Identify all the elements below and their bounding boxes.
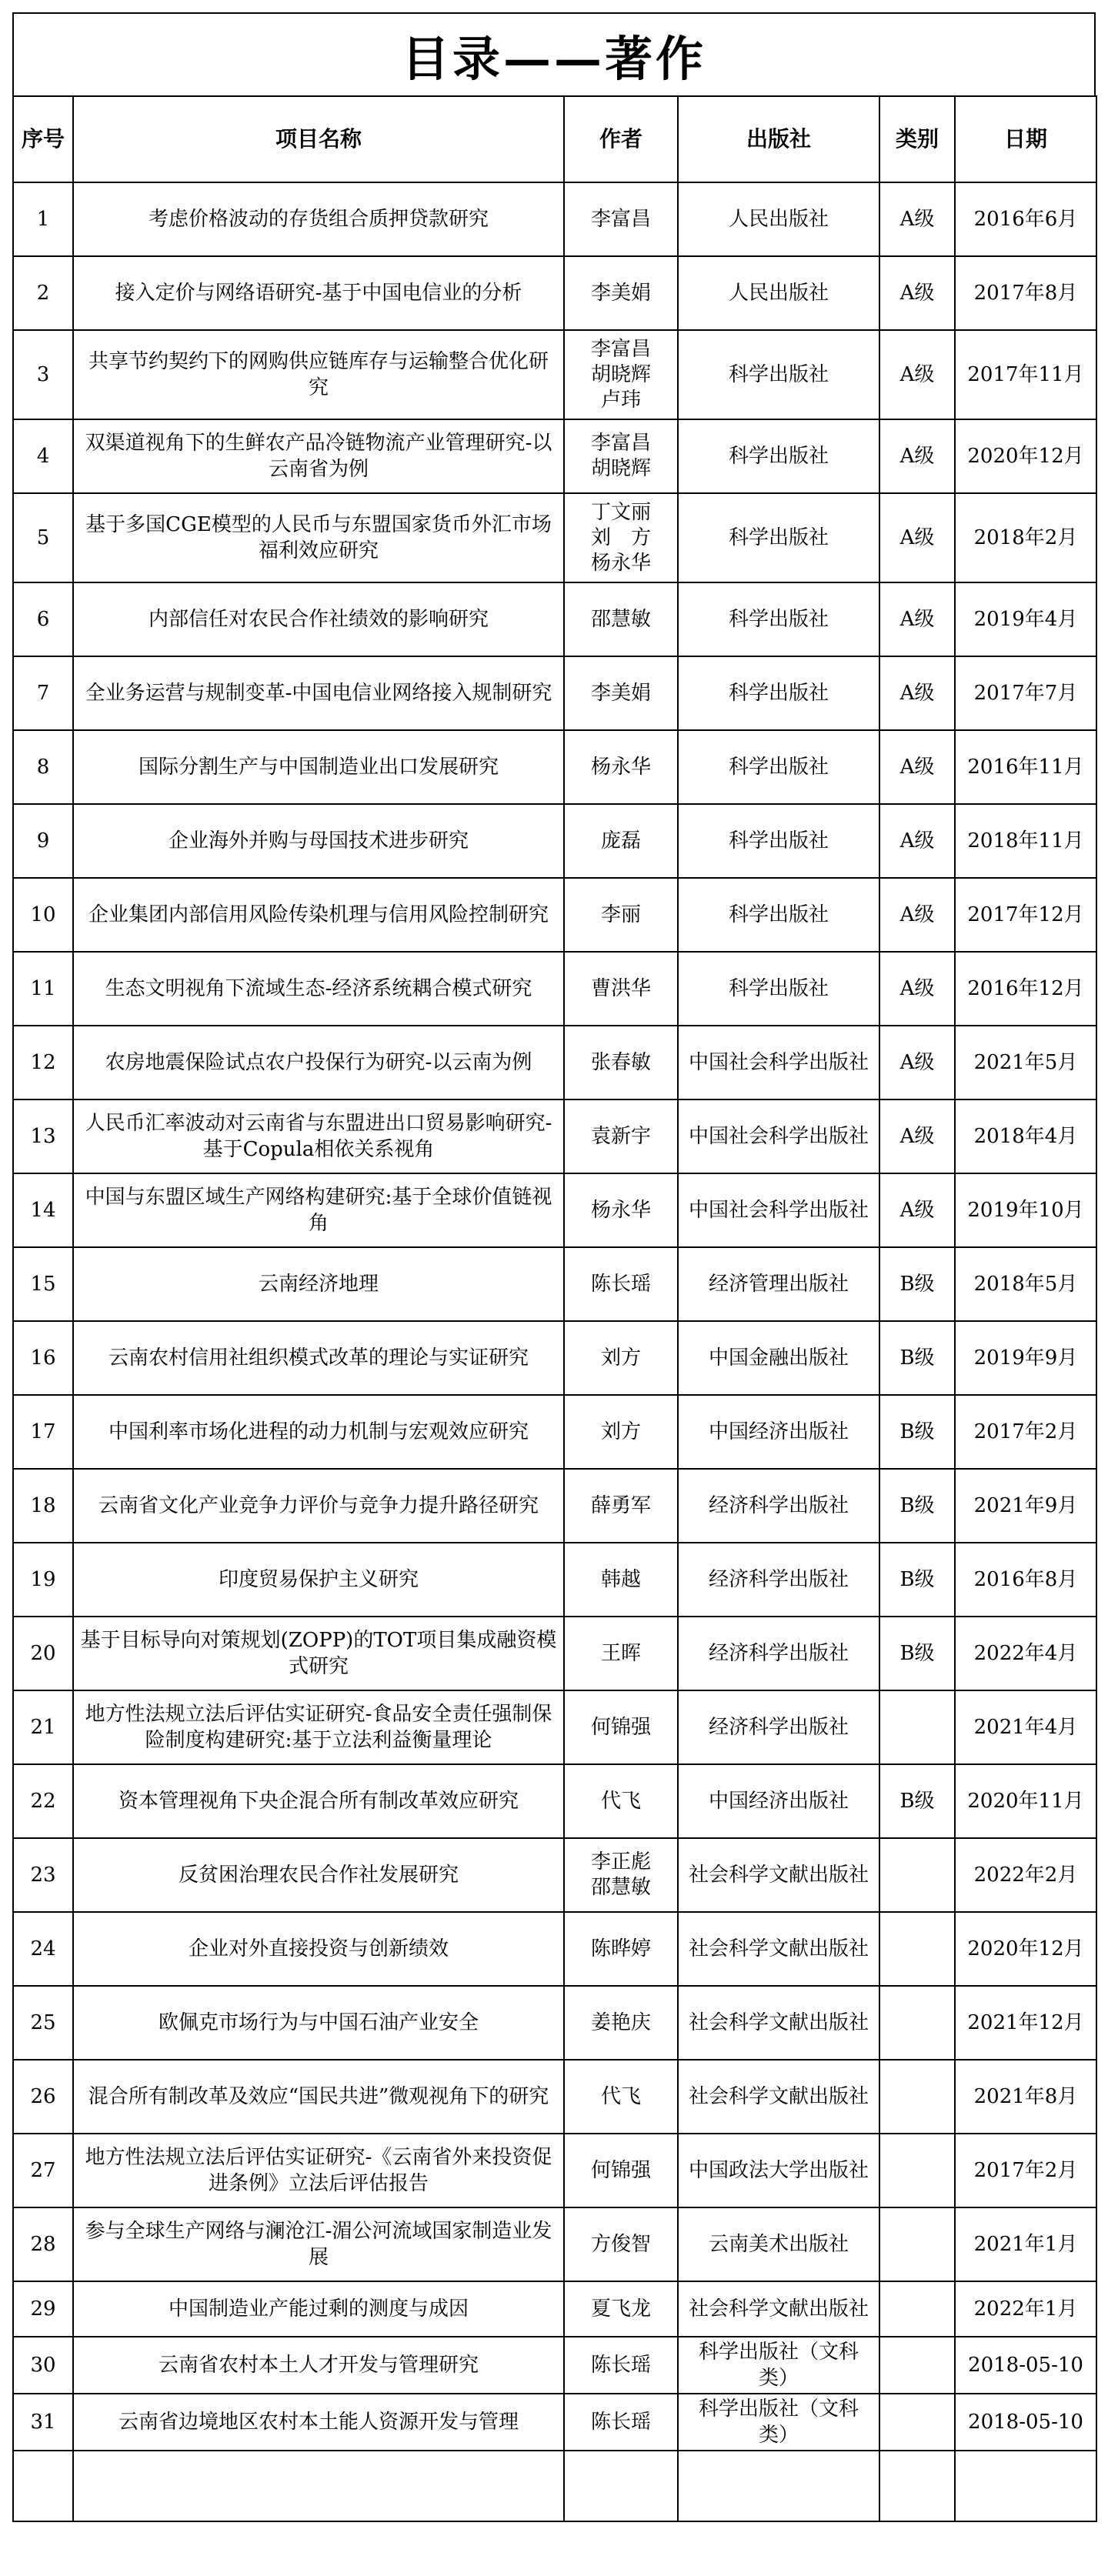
author: 邵慧敏: [564, 582, 678, 656]
author: 代飞: [564, 2060, 678, 2134]
blank-row: [13, 2451, 1096, 2521]
publisher: 科学出版社: [678, 419, 879, 493]
author: 曹洪华: [564, 952, 678, 1026]
publisher: 社会科学文献出版社: [678, 1986, 879, 2060]
publisher: 经济管理出版社: [678, 1247, 879, 1321]
row-number: 16: [13, 1321, 73, 1395]
table-row: [13, 330, 1096, 419]
grade: A级: [879, 182, 955, 256]
author: 李富昌 胡晓辉 卢玮: [564, 330, 678, 419]
grade: B级: [879, 1469, 955, 1543]
date: 2016年11月: [955, 730, 1096, 804]
row-number: 2: [13, 256, 73, 330]
grade: A级: [879, 656, 955, 730]
publisher: 科学出版社: [678, 493, 879, 582]
table-row: [13, 2337, 1096, 2394]
grade: A级: [879, 582, 955, 656]
publisher: 中国社会科学出版社: [678, 1173, 879, 1247]
table-row: [13, 1173, 1096, 1247]
grade: [879, 2060, 955, 2134]
table-row: [13, 493, 1096, 582]
row-number: 28: [13, 2207, 73, 2281]
author: 张春敏: [564, 1026, 678, 1099]
grade: A级: [879, 878, 955, 952]
table-row: [13, 2134, 1096, 2207]
publisher: 人民出版社: [678, 182, 879, 256]
date: 2017年11月: [955, 330, 1096, 419]
row-number: 18: [13, 1469, 73, 1543]
table-row: [13, 1838, 1096, 1912]
table-row: [13, 2060, 1096, 2134]
table-row: [13, 804, 1096, 878]
grade: [879, 1912, 955, 1986]
date: 2017年8月: [955, 256, 1096, 330]
author: 丁文丽 刘 方 杨永华: [564, 493, 678, 582]
date: 2017年2月: [955, 1395, 1096, 1469]
row-number: 9: [13, 804, 73, 878]
project-name: 接入定价与网络语研究-基于中国电信业的分析: [73, 256, 564, 330]
date: 2022年2月: [955, 1838, 1096, 1912]
date: 2021年5月: [955, 1026, 1096, 1099]
date: 2018年2月: [955, 493, 1096, 582]
project-name: 地方性法规立法后评估实证研究-食品安全责任强制保险制度构建研究:基于立法利益衡量理论: [73, 1690, 564, 1764]
grade: A级: [879, 952, 955, 1026]
grade: B级: [879, 1247, 955, 1321]
row-number: 17: [13, 1395, 73, 1469]
row-number: 25: [13, 1986, 73, 2060]
author: 韩越: [564, 1543, 678, 1617]
table-row: [13, 419, 1096, 493]
author: 姜艳庆: [564, 1986, 678, 2060]
blank-cell: [678, 2451, 879, 2521]
grade: B级: [879, 1321, 955, 1395]
table-row: [13, 256, 1096, 330]
project-name: 云南农村信用社组织模式改革的理论与实证研究: [73, 1321, 564, 1395]
project-name: 全业务运营与规制变革-中国电信业网络接入规制研究: [73, 656, 564, 730]
project-name: 内部信任对农民合作社绩效的影响研究: [73, 582, 564, 656]
publisher: 中国经济出版社: [678, 1395, 879, 1469]
project-name: 共享节约契约下的网购供应链库存与运输整合优化研究: [73, 330, 564, 419]
row-number: 13: [13, 1099, 73, 1173]
author: 李丽: [564, 878, 678, 952]
table-row: [13, 1395, 1096, 1469]
project-name: 资本管理视角下央企混合所有制改革效应研究: [73, 1764, 564, 1838]
author: 陈晔婷: [564, 1912, 678, 1986]
table-row: [13, 2207, 1096, 2281]
author: 杨永华: [564, 1173, 678, 1247]
publisher: 科学出版社（文科类）: [678, 2394, 879, 2451]
date: 2018年4月: [955, 1099, 1096, 1173]
row-number: 3: [13, 330, 73, 419]
project-name: 云南省文化产业竞争力评价与竞争力提升路径研究: [73, 1469, 564, 1543]
project-name: 国际分割生产与中国制造业出口发展研究: [73, 730, 564, 804]
publisher: 社会科学文献出版社: [678, 1912, 879, 1986]
author: 方俊智: [564, 2207, 678, 2281]
date: 2016年6月: [955, 182, 1096, 256]
publisher: 科学出版社（文科类）: [678, 2337, 879, 2394]
project-name: 企业集团内部信用风险传染机理与信用风险控制研究: [73, 878, 564, 952]
header-date: 日期: [955, 96, 1096, 182]
author: 夏飞龙: [564, 2281, 678, 2337]
grade: [879, 2134, 955, 2207]
date: 2021年9月: [955, 1469, 1096, 1543]
author: 庞磊: [564, 804, 678, 878]
date: 2018-05-10: [955, 2337, 1096, 2394]
author: 陈长瑶: [564, 1247, 678, 1321]
project-name: 云南省边境地区农村本土能人资源开发与管理: [73, 2394, 564, 2451]
row-number: 21: [13, 1690, 73, 1764]
date: 2020年12月: [955, 1912, 1096, 1986]
date: 2020年12月: [955, 419, 1096, 493]
project-name: 企业对外直接投资与创新绩效: [73, 1912, 564, 1986]
header-name: 项目名称: [73, 96, 564, 182]
publisher: 中国社会科学出版社: [678, 1099, 879, 1173]
row-number: 20: [13, 1617, 73, 1690]
author: 李正彪 邵慧敏: [564, 1838, 678, 1912]
publisher: 中国金融出版社: [678, 1321, 879, 1395]
row-number: 22: [13, 1764, 73, 1838]
grade: [879, 2337, 955, 2394]
project-name: 中国利率市场化进程的动力机制与宏观效应研究: [73, 1395, 564, 1469]
grade: A级: [879, 493, 955, 582]
grade: [879, 2281, 955, 2337]
project-name: 企业海外并购与母国技术进步研究: [73, 804, 564, 878]
author: 李富昌 胡晓辉: [564, 419, 678, 493]
publisher: 经济科学出版社: [678, 1690, 879, 1764]
grade: B级: [879, 1543, 955, 1617]
project-name: 双渠道视角下的生鲜农产品冷链物流产业管理研究-以云南省为例: [73, 419, 564, 493]
grade: A级: [879, 1173, 955, 1247]
project-name: 人民币汇率波动对云南省与东盟进出口贸易影响研究-基于Copula相依关系视角: [73, 1099, 564, 1173]
author: 杨永华: [564, 730, 678, 804]
table-row: [13, 1617, 1096, 1690]
author: 刘方: [564, 1321, 678, 1395]
date: 2022年1月: [955, 2281, 1096, 2337]
publisher: 云南美术出版社: [678, 2207, 879, 2281]
grade: [879, 1690, 955, 1764]
date: 2021年1月: [955, 2207, 1096, 2281]
row-number: 8: [13, 730, 73, 804]
table-row: [13, 1543, 1096, 1617]
table-row: [13, 1912, 1096, 1986]
project-name: 考虑价格波动的存货组合质押贷款研究: [73, 182, 564, 256]
table-row: [13, 1469, 1096, 1543]
author: 何锦强: [564, 2134, 678, 2207]
page-title: 目录——著作: [12, 12, 1096, 95]
blank-cell: [879, 2451, 955, 2521]
author: 陈长瑶: [564, 2394, 678, 2451]
author: 王晖: [564, 1617, 678, 1690]
publisher: 科学出版社: [678, 330, 879, 419]
row-number: 14: [13, 1173, 73, 1247]
publisher: 科学出版社: [678, 804, 879, 878]
date: 2019年9月: [955, 1321, 1096, 1395]
blank-cell: [564, 2451, 678, 2521]
publisher: 中国社会科学出版社: [678, 1026, 879, 1099]
publisher: 经济科学出版社: [678, 1469, 879, 1543]
row-number: 5: [13, 493, 73, 582]
grade: A级: [879, 1026, 955, 1099]
header-author: 作者: [564, 96, 678, 182]
table-row: [13, 1764, 1096, 1838]
author: 陈长瑶: [564, 2337, 678, 2394]
table-row: [13, 656, 1096, 730]
publisher: 经济科学出版社: [678, 1543, 879, 1617]
date: 2018年5月: [955, 1247, 1096, 1321]
date: 2021年12月: [955, 1986, 1096, 2060]
author: 袁新宇: [564, 1099, 678, 1173]
row-number: 19: [13, 1543, 73, 1617]
row-number: 15: [13, 1247, 73, 1321]
blank-cell: [13, 2451, 73, 2521]
publisher: 社会科学文献出版社: [678, 1838, 879, 1912]
date: 2021年8月: [955, 2060, 1096, 2134]
date: 2019年4月: [955, 582, 1096, 656]
grade: [879, 1838, 955, 1912]
publisher: 科学出版社: [678, 656, 879, 730]
project-name: 中国制造业产能过剩的测度与成因: [73, 2281, 564, 2337]
grade: [879, 1986, 955, 2060]
author: 李富昌: [564, 182, 678, 256]
table-row: [13, 582, 1096, 656]
catalog-sheet: [12, 12, 1096, 2564]
grade: B级: [879, 1617, 955, 1690]
project-name: 云南经济地理: [73, 1247, 564, 1321]
table-row: [13, 1026, 1096, 1099]
header-publisher: 出版社: [678, 96, 879, 182]
author: 李美娟: [564, 656, 678, 730]
date: 2021年4月: [955, 1690, 1096, 1764]
blank-cell: [73, 2451, 564, 2521]
row-number: 11: [13, 952, 73, 1026]
grade: [879, 2207, 955, 2281]
table-row: [13, 1247, 1096, 1321]
date: 2018-05-10: [955, 2394, 1096, 2451]
publisher: 中国经济出版社: [678, 1764, 879, 1838]
date: 2022年4月: [955, 1617, 1096, 1690]
publisher: 经济科学出版社: [678, 1617, 879, 1690]
publisher: 社会科学文献出版社: [678, 2060, 879, 2134]
publisher: 科学出版社: [678, 730, 879, 804]
row-number: 10: [13, 878, 73, 952]
grade: A级: [879, 419, 955, 493]
row-number: 30: [13, 2337, 73, 2394]
date: 2016年12月: [955, 952, 1096, 1026]
project-name: 云南省农村本土人才开发与管理研究: [73, 2337, 564, 2394]
row-number: 29: [13, 2281, 73, 2337]
grade: B级: [879, 1395, 955, 1469]
table-row: [13, 182, 1096, 256]
grade: A级: [879, 330, 955, 419]
author: 薛勇军: [564, 1469, 678, 1543]
author: 代飞: [564, 1764, 678, 1838]
project-name: 生态文明视角下流域生态-经济系统耦合模式研究: [73, 952, 564, 1026]
project-name: 中国与东盟区域生产网络构建研究:基于全球价值链视角: [73, 1173, 564, 1247]
header-no: 序号: [13, 96, 73, 182]
table-row: [13, 952, 1096, 1026]
publisher: 人民出版社: [678, 256, 879, 330]
blank-cell: [955, 2451, 1096, 2521]
header-grade: 类别: [879, 96, 955, 182]
grade: A级: [879, 256, 955, 330]
grade: B级: [879, 1764, 955, 1838]
row-number: 24: [13, 1912, 73, 1986]
project-name: 地方性法规立法后评估实证研究-《云南省外来投资促进条例》立法后评估报告: [73, 2134, 564, 2207]
project-name: 印度贸易保护主义研究: [73, 1543, 564, 1617]
publisher: 社会科学文献出版社: [678, 2281, 879, 2337]
date: 2019年10月: [955, 1173, 1096, 1247]
table-row: [13, 2394, 1096, 2451]
row-number: 12: [13, 1026, 73, 1099]
row-number: 27: [13, 2134, 73, 2207]
date: 2018年11月: [955, 804, 1096, 878]
table-row: [13, 1099, 1096, 1173]
grade: [879, 2394, 955, 2451]
project-name: 基于目标导向对策规划(ZOPP)的TOT项目集成融资模式研究: [73, 1617, 564, 1690]
date: 2020年11月: [955, 1764, 1096, 1838]
table-row: [13, 878, 1096, 952]
table-row: [13, 1986, 1096, 2060]
row-number: 31: [13, 2394, 73, 2451]
date: 2017年2月: [955, 2134, 1096, 2207]
row-number: 7: [13, 656, 73, 730]
publisher: 科学出版社: [678, 878, 879, 952]
header-row: [13, 96, 1096, 182]
author: 刘方: [564, 1395, 678, 1469]
grade: A级: [879, 804, 955, 878]
row-number: 6: [13, 582, 73, 656]
project-name: 基于多国CGE模型的人民币与东盟国家货币外汇市场福利效应研究: [73, 493, 564, 582]
publisher: 中国政法大学出版社: [678, 2134, 879, 2207]
grade: A级: [879, 1099, 955, 1173]
row-number: 4: [13, 419, 73, 493]
table-row: [13, 1321, 1096, 1395]
author: 何锦强: [564, 1690, 678, 1764]
table-row: [13, 730, 1096, 804]
project-name: 欧佩克市场行为与中国石油产业安全: [73, 1986, 564, 2060]
row-number: 1: [13, 182, 73, 256]
project-name: 农房地震保险试点农户投保行为研究-以云南为例: [73, 1026, 564, 1099]
table-row: [13, 1690, 1096, 1764]
project-name: 反贫困治理农民合作社发展研究: [73, 1838, 564, 1912]
author: 李美娟: [564, 256, 678, 330]
publisher: 科学出版社: [678, 952, 879, 1026]
grade: A级: [879, 730, 955, 804]
row-number: 23: [13, 1838, 73, 1912]
date: 2017年12月: [955, 878, 1096, 952]
table-row: [13, 2281, 1096, 2337]
publisher: 科学出版社: [678, 582, 879, 656]
date: 2017年7月: [955, 656, 1096, 730]
project-name: 混合所有制改革及效应“国民共进”微观视角下的研究: [73, 2060, 564, 2134]
project-name: 参与全球生产网络与澜沧江-湄公河流域国家制造业发展: [73, 2207, 564, 2281]
row-number: 26: [13, 2060, 73, 2134]
date: 2016年8月: [955, 1543, 1096, 1617]
works-table: [12, 95, 1097, 2522]
